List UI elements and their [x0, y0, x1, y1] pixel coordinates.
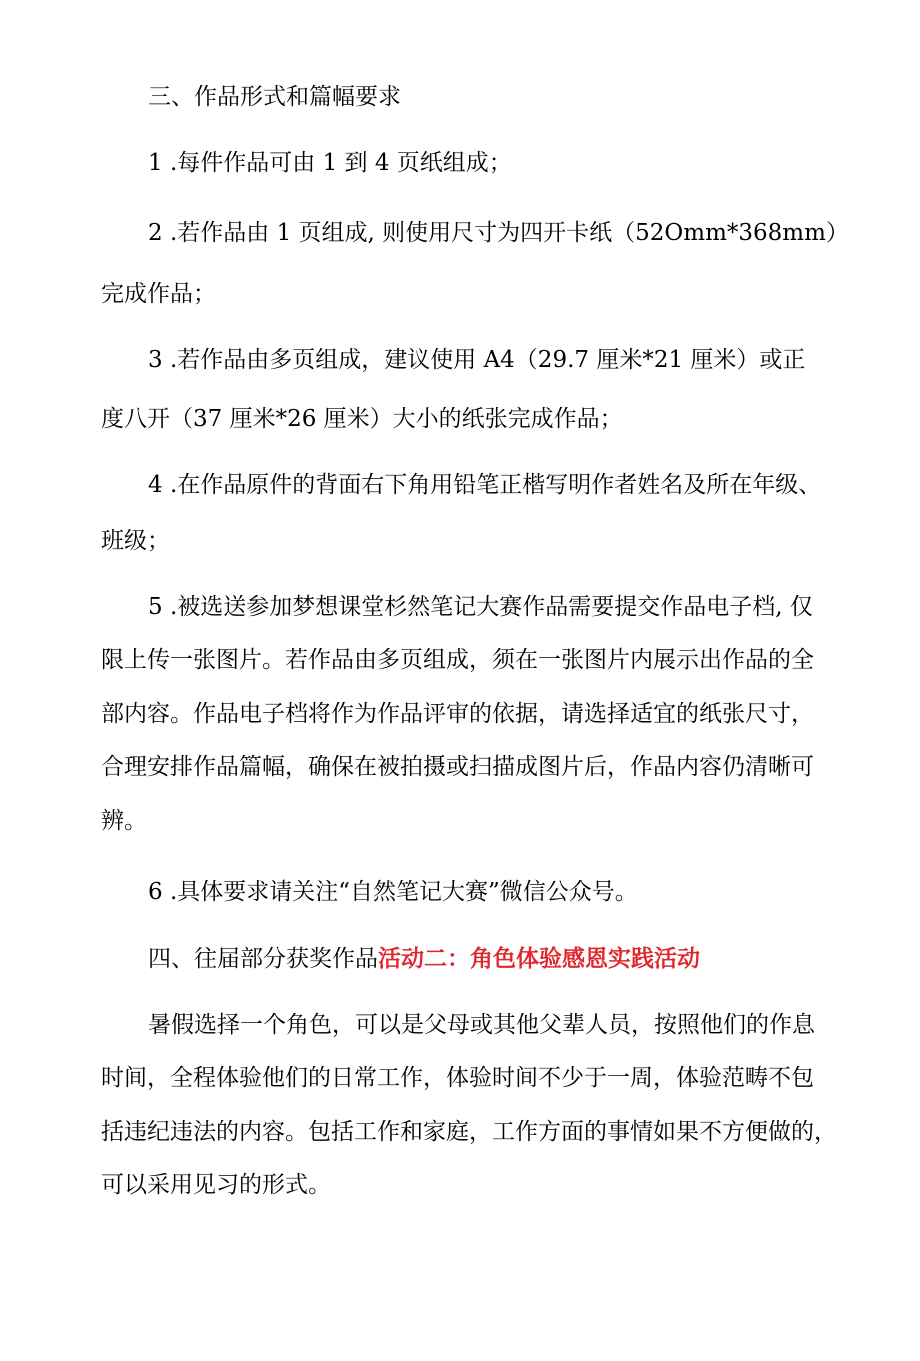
item-6: 6 .具体要求请关注“自然笔记大赛”微信公众号。	[148, 879, 638, 905]
section-4-heading: 四、往届部分获奖作品	[148, 946, 378, 972]
item-3-line-2: 度八开（37 厘米*26 厘米）大小的纸张完成作品；	[101, 406, 623, 432]
item-1: 1 .每件作品可由 1 到 4 页纸组成；	[148, 150, 512, 176]
item-4-line-2: 班级；	[101, 528, 170, 554]
item-5-line-1: 5 .被选送参加梦想课堂杉然笔记大赛作品需要提交作品电子档, 仅	[148, 594, 813, 620]
activity-title: 活动二：角色体验感恩实践活动	[378, 945, 700, 972]
paragraph-line-2: 时间，全程体验他们的日常工作，体验时间不少于一周，体验范畴不包	[101, 1065, 814, 1091]
item-5-line-3: 部内容。作品电子档将作为作品评审的依据，请选择适宜的纸张尺寸，	[101, 701, 814, 727]
paragraph-line-3: 括违纪违法的内容。包括工作和家庭，工作方面的事情如果不方便做的，	[101, 1119, 837, 1145]
item-2-line-1: 2 .若作品由 1 页组成, 则使用尺寸为四开卡纸（52Omm*368mm）	[148, 220, 849, 246]
item-2-line-2: 完成作品；	[101, 281, 216, 307]
section-4-heading-row	[148, 944, 700, 974]
paragraph-line-4: 可以采用见习的形式。	[101, 1172, 331, 1198]
item-5-line-2: 限上传一张图片。若作品由多页组成，须在一张图片内展示出作品的全	[101, 647, 814, 673]
item-5-line-4: 合理安排作品篇幅，确保在被拍摄或扫描成图片后，作品内容仍清晰可	[101, 754, 814, 780]
item-3-line-1: 3 .若作品由多页组成，建议使用 A4（29.7 厘米*21 厘米）或正	[148, 347, 806, 373]
item-5-line-5: 辨。	[101, 808, 147, 834]
section-3-heading: 三、作品形式和篇幅要求	[148, 84, 401, 110]
paragraph-line-1: 暑假选择一个角色，可以是父母或其他父辈人员，按照他们的作息	[148, 1012, 815, 1038]
item-4-line-1: 4 .在作品原件的背面右下角用铅笔正楷写明作者姓名及所在年级、	[148, 472, 822, 498]
